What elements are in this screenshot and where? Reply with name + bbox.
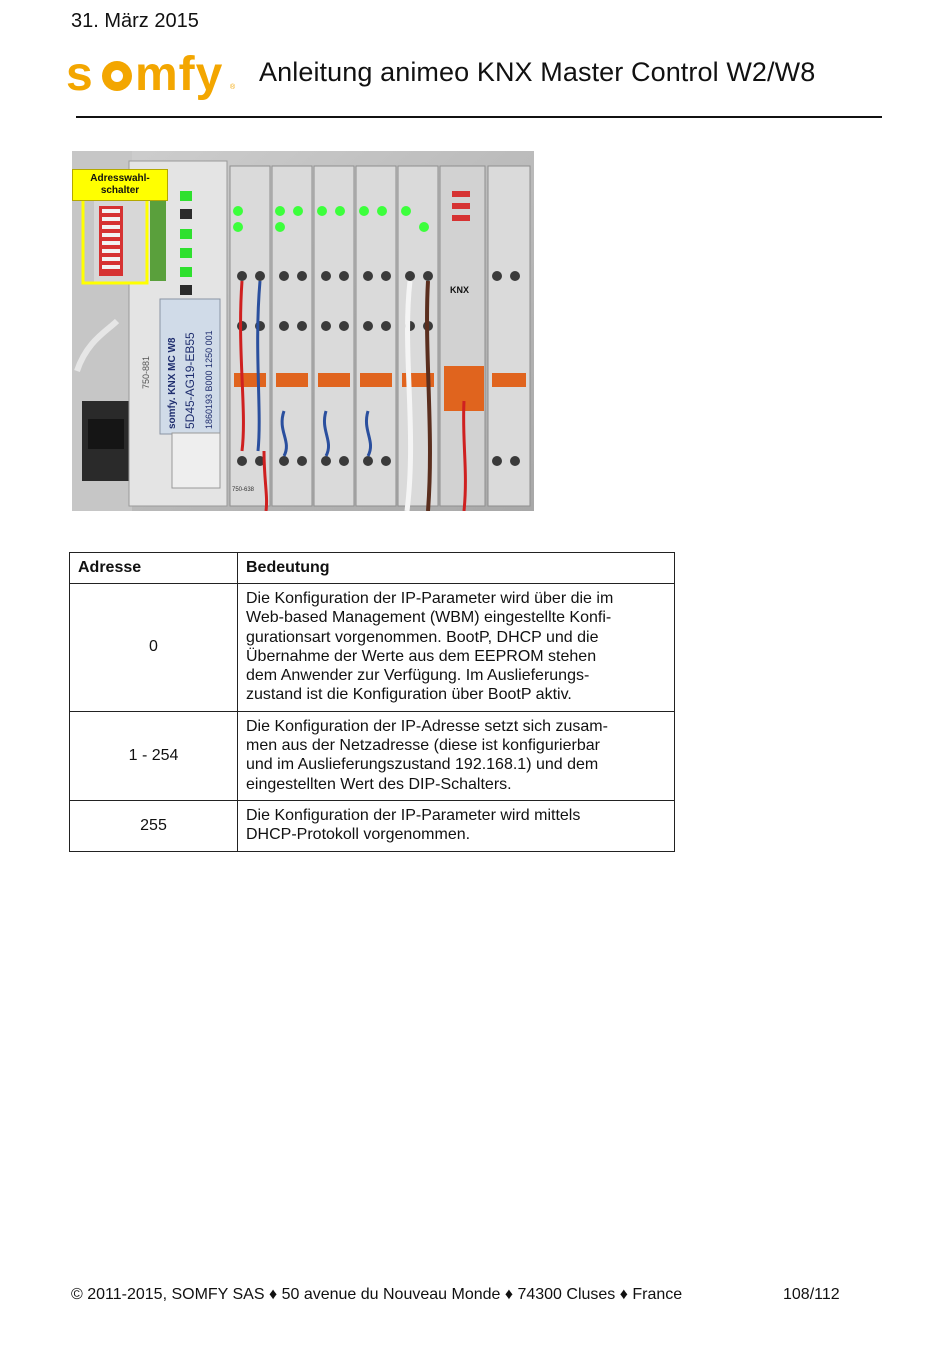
meaning-line: gurationsart vorgenommen. BootP, DHCP und die: [246, 628, 599, 646]
meaning-cell: [238, 711, 675, 800]
module-type-label: 750-638: [232, 487, 255, 493]
header-rule: [76, 116, 882, 118]
meaning-line: zustand ist die Konfiguration über BootP aktiv.: [246, 686, 572, 704]
meaning-line: Die Konfiguration der IP-Parameter wird über die im: [246, 590, 614, 607]
table-row: [70, 584, 675, 712]
knx-module-label: KNX: [450, 285, 470, 295]
controller-serial-text: 1860193 B000 1250 001: [204, 330, 214, 429]
page-number: 108/112: [783, 1286, 840, 1303]
address-table: [69, 552, 675, 852]
svg-text:mfy: mfy: [135, 50, 224, 100]
controller-brand-text: somfy. KNX MC W8: [167, 337, 178, 429]
meaning-line: dem Anwender zur Verfügung. Im Auslieferungs-: [246, 667, 590, 685]
column-header-address: Adresse: [70, 553, 238, 584]
meaning-line: Die Konfiguration der IP-Parameter wird mittels: [246, 806, 581, 824]
address-cell: 0: [70, 584, 238, 712]
document-title: Anleitung animeo KNX Master Control W2/W8: [259, 57, 816, 87]
callout-line-2: schalter: [100, 185, 140, 196]
callout-line-1: Adresswahl-: [90, 173, 150, 184]
meaning-line: Die Konfiguration der IP-Adresse setzt sich zusam-: [246, 717, 608, 735]
somfy-logo: [66, 50, 241, 100]
address-cell: 1 - 254: [70, 711, 238, 800]
table-header-row: [70, 553, 675, 584]
svg-text:®: ®: [230, 84, 236, 91]
controller-code-text: 5D45-AG19-EB55: [183, 332, 197, 429]
address-cell: 255: [70, 800, 238, 851]
controller-model-text: 750-881: [141, 355, 151, 389]
address-switch-callout: [72, 169, 168, 201]
svg-text:s: s: [66, 50, 94, 100]
meaning-cell: [238, 584, 675, 712]
column-header-meaning: Bedeutung: [238, 553, 675, 584]
table-row: [70, 711, 675, 800]
meaning-line: men aus der Netzadresse (diese ist konfigurierbar: [246, 737, 600, 755]
document-date: 31. März 2015: [71, 10, 199, 32]
meaning-cell: [238, 800, 675, 851]
controller-photo: [72, 151, 534, 511]
footer-copyright: © 2011-2015, SOMFY SAS ♦ 50 avenue du Nouveau Monde ♦ 74300 Cluses ♦ France: [71, 1286, 683, 1303]
meaning-line: Übernahme der Werte aus dem EEPROM stehen: [246, 647, 597, 665]
meaning-line: DHCP-Protokoll vorgenommen.: [246, 826, 471, 844]
meaning-line: und im Auslieferungszustand 192.168.1) und dem: [246, 756, 599, 774]
meaning-line: eingestellten Wert des DIP-Schalters.: [246, 775, 512, 793]
meaning-line: Web-based Management (WBM) eingestellte Konfi-: [246, 609, 612, 627]
table-row: [70, 800, 675, 851]
